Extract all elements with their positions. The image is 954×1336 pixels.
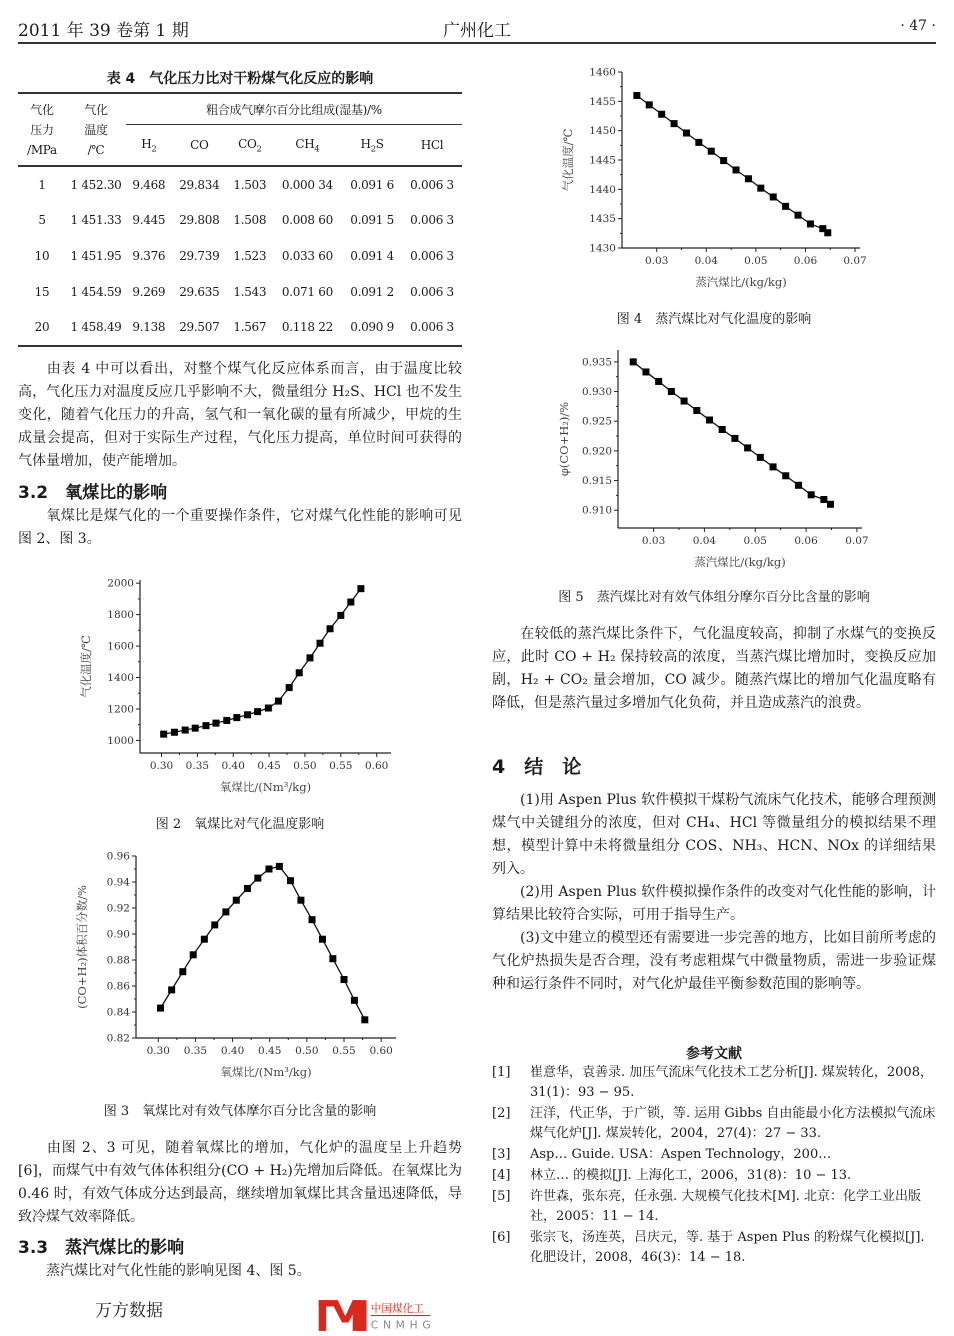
data-point — [223, 717, 230, 724]
y-tick-label: 0.84 — [106, 1006, 130, 1019]
data-point — [244, 885, 251, 892]
reference-item: [3] Asp… Guide. USA：Aspen Technology，200… — [492, 1147, 832, 1162]
y-tick-label: 0.94 — [106, 876, 130, 889]
y-tick-label: 1800 — [107, 609, 134, 622]
data-point — [642, 368, 649, 375]
x-tick-label: 0.03 — [641, 535, 666, 547]
figure-caption: 图 5 蒸汽煤比对有效气体组分摩尔百分比含量的影响 — [558, 590, 870, 605]
reference-item: [1] 崔意华，袁善录. 加压气流床气化技术工艺分析[J]. 煤炭转化，2008，31(1)：93 − 95. — [492, 1065, 933, 1100]
paragraph: 由图 2、3 可见，随着氧煤比的增加，气化炉的温度呈上升趋势[6]，而煤气中有效气体体积组分(CO + H₂)先增加后降低。在氧煤比为 0.46 时，有效气体成分达到最高，继续增加氧煤比其含量迅速降低，导致冷煤气效率降低。 — [18, 1140, 462, 1225]
x-axis-label: 蒸汽煤比/(kg/kg) — [695, 275, 787, 289]
table-cell: 0.006 3 — [410, 320, 454, 335]
x-tick-label: 0.03 — [645, 255, 669, 267]
watermark-text: 万方数据 — [95, 1301, 163, 1321]
table-cell: 5 — [38, 213, 46, 228]
data-point — [681, 398, 688, 405]
table-cell: 1.567 — [233, 320, 267, 335]
table-cell: 1 451.33 — [70, 213, 122, 228]
data-point — [655, 378, 662, 385]
table-cell: 29.507 — [179, 320, 220, 335]
paragraph: 蒸汽煤比对气化性能的影响见图 4、图 5。 — [46, 1263, 311, 1279]
x-tick-label: 0.04 — [694, 255, 718, 267]
y-tick-label: 0.930 — [581, 386, 612, 399]
table-cell: 1 454.59 — [70, 284, 122, 299]
x-tick-label: 0.35 — [183, 1045, 208, 1057]
data-point — [795, 212, 802, 219]
table-cell: 10 — [34, 248, 50, 263]
x-tick-label: 0.06 — [794, 535, 818, 547]
figure-2-chart — [80, 570, 400, 800]
table-cell: 15 — [34, 284, 50, 299]
table-cell: 0.008 60 — [281, 213, 333, 228]
data-point — [287, 877, 294, 884]
table-row — [18, 203, 462, 239]
table-cell: 0.091 4 — [350, 248, 394, 263]
conclusion-item: (3)文中建立的模型还有需要进一步完善的地方，比如目前所考虑的气化炉热损失是否合理，没有考虑粗煤气中微量物质，需进一步验证煤种和运行条件不同时，对气化炉最佳平衡参数范围的影响等。 — [492, 930, 936, 992]
y-tick-label: 1000 — [107, 734, 134, 747]
x-tick-label: 0.55 — [332, 1045, 356, 1057]
data-point — [782, 203, 789, 210]
data-point — [213, 720, 220, 727]
col-header-species: HCl — [402, 125, 462, 167]
logo-en-text: CNMHG — [370, 1318, 436, 1332]
table-cell: 29.808 — [179, 213, 220, 228]
data-point — [265, 866, 272, 873]
y-tick-label: 0.935 — [581, 356, 612, 369]
data-point — [160, 731, 167, 738]
table-cell: 9.445 — [132, 213, 166, 228]
data-point — [337, 612, 344, 619]
data-point — [720, 157, 727, 164]
data-point — [820, 496, 827, 503]
data-point — [770, 463, 777, 470]
table-cell: 0.000 34 — [281, 177, 333, 192]
table-cell: 0.091 2 — [350, 284, 394, 299]
data-table — [18, 92, 462, 347]
data-point — [296, 669, 303, 676]
x-tick-label: 0.30 — [146, 1045, 170, 1057]
table-cell: 1 458.49 — [70, 320, 122, 335]
x-axis-label: 氧煤比/(Nm³/kg) — [220, 1065, 312, 1079]
table-cell: 0.118 22 — [281, 320, 333, 335]
y-tick-label: 1430 — [589, 242, 616, 255]
table-cell: 0.006 3 — [410, 248, 454, 263]
paragraph: 由表 4 中可以看出，对整个煤气化反应体系而言，由于温度比较高，气化压力对温度反应几乎影响不大，微量组分 H₂S、HCl 也不发生变化，随着气化压力的升高，氢气和一氧化碳的量有所减少，甲烷的生成量会提高，但对于实际生产过程，气化压力提高，单位时间可获得的气体量增加，使产能增加。 — [18, 361, 462, 469]
table-cell: 0.071 60 — [281, 284, 333, 299]
col-header-species: CO — [172, 125, 227, 167]
table-cell: 1.543 — [233, 284, 267, 299]
references-heading: 参考文献 — [686, 1046, 742, 1062]
table-cell: 20 — [34, 320, 50, 335]
table-cell: 0.006 3 — [410, 213, 454, 228]
table-cell: 1.503 — [233, 177, 267, 192]
data-point — [168, 986, 175, 993]
x-tick-label: 0.45 — [257, 760, 281, 772]
table-cell: 1.508 — [233, 213, 267, 228]
reference-item: [5] 许世森，张东亮，任永强. 大规模气化技术[M]. 北京：化学工业出版社，2005：11 − 14. — [492, 1189, 921, 1224]
y-tick-label: 1435 — [589, 213, 616, 226]
col-header-species: $H_2S$ — [342, 125, 402, 167]
y-tick-label: 0.86 — [106, 980, 130, 993]
paragraph: 氧煤比是煤气化的一个重要操作条件，它对煤气化性能的影响可见图 2、图 3。 — [18, 508, 462, 547]
data-point — [157, 1005, 164, 1012]
data-point — [695, 139, 702, 146]
x-tick-label: 0.05 — [744, 255, 768, 267]
y-tick-label: 0.88 — [106, 954, 130, 967]
reference-item: [2] 汪洋，代正华，于广锁，等. 运用 Gibbs 自由能最小化方法模拟气流床煤气化炉[J]. 煤炭转化，2004，27(4)：27 − 33. — [492, 1106, 936, 1141]
y-axis-label: 气化温度/℃ — [79, 635, 93, 698]
data-point — [233, 897, 240, 904]
series-line — [164, 589, 361, 734]
table-cell: 0.006 3 — [410, 177, 454, 192]
data-point — [668, 388, 675, 395]
data-point — [222, 908, 229, 915]
data-point — [317, 640, 324, 647]
x-tick-label: 0.30 — [149, 760, 174, 772]
reference-item: [4] 林立… 的模拟[J]. 上海化工，2006，31(8)：10 − 13. — [492, 1168, 852, 1183]
data-point — [244, 711, 251, 718]
table-cell: 9.269 — [132, 284, 166, 299]
table-row — [18, 274, 462, 310]
y-tick-label: 0.90 — [106, 928, 130, 941]
data-point — [297, 897, 304, 904]
running-header — [18, 14, 936, 44]
table-cell: 1 451.95 — [70, 248, 122, 263]
figure-caption: 图 3 氧煤比对有效气体摩尔百分比含量的影响 — [103, 1104, 377, 1119]
section-heading: 4 结 论 — [492, 756, 582, 778]
x-tick-label: 0.50 — [293, 760, 317, 772]
series-line — [161, 866, 365, 1019]
x-tick-label: 0.06 — [793, 255, 818, 267]
data-point — [182, 727, 189, 734]
y-tick-label: 1600 — [107, 640, 134, 653]
paragraph: 在较低的蒸汽煤比条件下，气化温度较高，抑制了水煤气的变换反应，此时 CO + H₂ 保持较高的浓度，当蒸汽煤比增加时，变换反应加剧，H₂ + CO₂ 量会增加，CO 减少。随蒸汽煤比的增加气化温度略有降低，但是蒸汽量过多增加气化负荷，并且造成蒸汽的浪费。 — [492, 626, 936, 711]
x-tick-label: 0.40 — [221, 760, 245, 772]
x-tick-label: 0.60 — [369, 1045, 393, 1057]
data-point — [254, 875, 261, 882]
x-tick-label: 0.60 — [364, 760, 389, 772]
data-point — [286, 684, 293, 691]
data-point — [630, 358, 637, 365]
data-point — [233, 714, 240, 721]
table-cell: 9.468 — [132, 177, 166, 192]
conclusion-item: (2)用 Aspen Plus 软件模拟操作条件的改变对气化性能的影响，计算结果比较符合实际，可用于指导生产。 — [492, 884, 936, 923]
y-tick-label: 1400 — [107, 672, 134, 685]
journal-name: 广州化工 — [443, 21, 511, 41]
data-point — [179, 968, 186, 975]
figure-caption: 图 2 氧煤比对气化温度影响 — [155, 817, 325, 832]
table-cell: 1.523 — [233, 248, 267, 263]
logo-cn-text: 中国煤化工 — [370, 1301, 424, 1315]
x-tick-label: 0.45 — [258, 1045, 282, 1057]
data-point — [351, 997, 358, 1004]
y-axis-label: φ(CO+H₂)/% — [557, 401, 571, 477]
data-point — [658, 111, 665, 118]
data-point — [357, 585, 364, 592]
table-cell: 29.739 — [179, 248, 220, 263]
x-axis-label: 氧煤比/(Nm³/kg) — [219, 780, 312, 794]
issue-info: 2011 年 39 卷第 1 期 — [18, 21, 189, 41]
x-tick-label: 0.40 — [220, 1045, 245, 1057]
data-point — [347, 599, 354, 606]
data-point — [646, 101, 653, 108]
y-tick-label: 0.82 — [106, 1032, 130, 1045]
x-tick-label: 0.35 — [185, 760, 210, 772]
figure-3-chart — [75, 848, 410, 1088]
data-point — [827, 501, 834, 508]
figure-4-chart — [560, 62, 880, 297]
col-header-species: $H_2$ — [126, 125, 172, 167]
y-tick-label: 1450 — [589, 125, 616, 138]
data-point — [306, 654, 313, 661]
y-tick-label: 0.96 — [106, 850, 130, 863]
y-tick-label: 1200 — [107, 703, 134, 716]
data-point — [341, 976, 348, 983]
table-row — [18, 309, 462, 346]
conclusion-item: (1)用 Aspen Plus 软件模拟干煤粉气流床气化技术，能够合理预测煤气中关键组分的浓度，但对 CH₄、HCl 等微量组分的模拟结果不理想，模型计算中未将微量组分 COS、NH₃、HCN、NOx 的详细结果列入。 — [492, 792, 936, 877]
table-cell: 29.635 — [179, 284, 220, 299]
x-axis-label: 蒸汽煤比/(kg/kg) — [694, 555, 786, 569]
data-point — [171, 729, 178, 736]
y-tick-label: 1460 — [589, 66, 616, 79]
figure-caption: 图 4 蒸汽煤比对气化温度的影响 — [616, 312, 812, 327]
data-point — [683, 130, 690, 137]
col-header-temperature: 气化 温度 /℃ — [84, 102, 108, 157]
data-point — [824, 229, 831, 236]
x-tick-label: 0.55 — [329, 760, 353, 772]
table-row — [18, 238, 462, 274]
data-point — [708, 148, 715, 155]
data-point — [361, 1016, 368, 1023]
x-tick-label: 0.07 — [845, 535, 869, 547]
y-axis-label: (CO+H₂)体积百分数/% — [75, 885, 89, 1009]
table-cell: 0.090 9 — [350, 320, 394, 335]
y-tick-label: 1455 — [589, 95, 616, 108]
data-point — [706, 417, 713, 424]
col-header-species: $CH_4$ — [273, 125, 343, 167]
y-tick-label: 1445 — [589, 154, 616, 167]
x-tick-label: 0.05 — [743, 535, 767, 547]
reference-item: [6] 张宗飞，汤连英，吕庆元，等. 基于 Aspen Plus 的粉煤气化模拟[J]. 化肥设计，2008，46(3)：14 − 18. — [492, 1230, 925, 1265]
data-point — [745, 175, 752, 182]
y-tick-label: 0.925 — [581, 415, 612, 428]
data-point — [309, 916, 316, 923]
data-point — [329, 955, 336, 962]
figure-5-chart — [555, 345, 895, 570]
data-point — [254, 708, 261, 715]
data-point — [719, 426, 726, 433]
data-point — [327, 625, 334, 632]
table-cell: 1 452.30 — [70, 177, 122, 192]
data-point — [770, 193, 777, 200]
data-point — [693, 407, 700, 414]
section-heading: 3.2 氧煤比的影响 — [18, 483, 168, 503]
table-cell: 29.834 — [179, 177, 220, 192]
data-point — [795, 482, 802, 489]
data-point — [192, 725, 199, 732]
data-point — [190, 951, 197, 958]
col-header-pressure: 气化 压力 /MPa — [27, 102, 57, 157]
data-point — [671, 120, 678, 127]
col-group-header: 粗合成气摩尔百分比组成(湿基)/% — [206, 102, 382, 117]
data-point — [202, 722, 209, 729]
table-cell: 9.376 — [132, 248, 166, 263]
table-cell: 0.091 6 — [350, 177, 394, 192]
table-cell: 9.138 — [132, 320, 166, 335]
data-point — [319, 936, 326, 943]
data-point — [782, 472, 789, 479]
data-point — [731, 435, 738, 442]
y-tick-label: 2000 — [107, 577, 134, 590]
data-point — [757, 454, 764, 461]
y-tick-label: 0.915 — [581, 475, 612, 488]
table-cell: 0.006 3 — [410, 284, 454, 299]
data-point — [201, 936, 208, 943]
page-number: · 47 · — [900, 18, 936, 34]
data-point — [265, 705, 272, 712]
x-tick-label: 0.07 — [843, 255, 867, 267]
table-cell: 0.091 5 — [350, 213, 394, 228]
x-tick-label: 0.50 — [295, 1045, 319, 1057]
data-point — [633, 92, 640, 99]
x-tick-label: 0.04 — [692, 535, 717, 547]
y-tick-label: 0.92 — [106, 902, 130, 915]
y-tick-label: 0.920 — [581, 445, 612, 458]
data-point — [211, 921, 218, 928]
section-heading: 3.3 蒸汽煤比的影响 — [18, 1238, 185, 1258]
y-tick-label: 0.910 — [581, 504, 612, 517]
table-row — [18, 166, 462, 203]
data-point — [808, 491, 815, 498]
cnmhg-logo — [300, 1298, 450, 1332]
y-axis-label: 气化温度/℃ — [561, 128, 575, 192]
logo-mark-icon — [300, 1298, 450, 1332]
y-tick-label: 1440 — [589, 183, 616, 196]
table-cell: 0.033 60 — [281, 248, 333, 263]
data-point — [276, 863, 283, 870]
data-point — [275, 698, 282, 705]
data-point — [744, 444, 751, 451]
col-header-species: $CO_2$ — [227, 125, 273, 167]
data-point — [757, 185, 764, 192]
data-point — [733, 166, 740, 173]
table-cell: 1 — [38, 177, 46, 192]
table-caption: 表 4 气化压力比对干粉煤气化反应的影响 — [106, 71, 374, 87]
data-point — [807, 220, 814, 227]
